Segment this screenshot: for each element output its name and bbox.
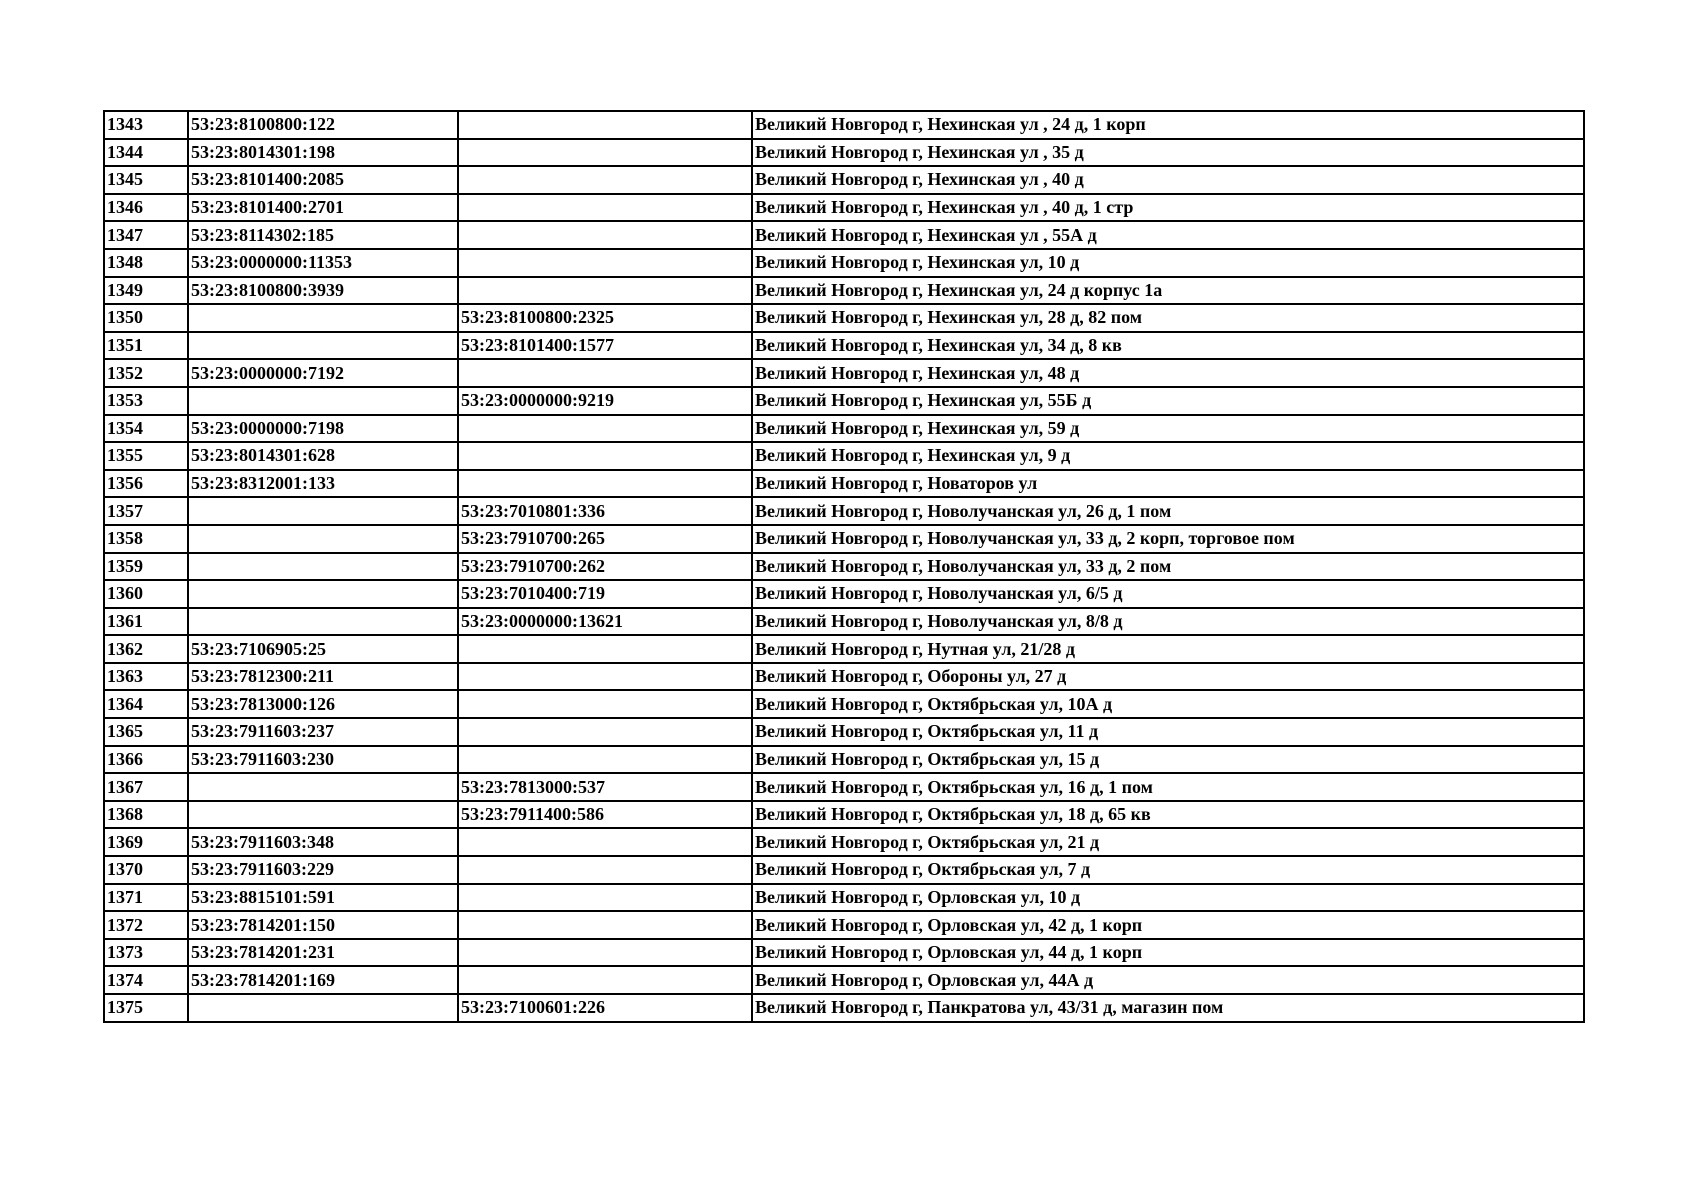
table-row: [104, 939, 1584, 967]
land-cadastral-number-cell: 53:23:8100800:3939: [188, 277, 458, 305]
address-cell: Великий Новгород г, Новолучанская ул, 33 д, 2 пом: [752, 553, 1584, 581]
row-number-cell: 1358: [104, 525, 188, 553]
address-cell: Великий Новгород г, Октябрьская ул, 16 д, 1 пом: [752, 773, 1584, 801]
row-number-cell: 1361: [104, 608, 188, 636]
land-cadastral-number-cell: 53:23:8014301:198: [188, 139, 458, 167]
row-number-cell: 1345: [104, 166, 188, 194]
address-cell: Великий Новгород г, Обороны ул, 27 д: [752, 663, 1584, 691]
row-number-cell: 1343: [104, 111, 188, 139]
address-cell: Великий Новгород г, Нехинская ул , 24 д, 1 корп: [752, 111, 1584, 139]
object-cadastral-number-cell: 53:23:7010400:719: [458, 580, 752, 608]
object-cadastral-number-cell: 53:23:7910700:262: [458, 553, 752, 581]
address-cell: Великий Новгород г, Октябрьская ул, 18 д, 65 кв: [752, 801, 1584, 829]
land-cadastral-number-cell: 53:23:7812300:211: [188, 663, 458, 691]
land-cadastral-number-cell: 53:23:7911603:237: [188, 718, 458, 746]
object-cadastral-number-cell: [458, 139, 752, 167]
land-cadastral-number-cell: 53:23:8114302:185: [188, 221, 458, 249]
land-cadastral-number-cell: [188, 304, 458, 332]
row-number-cell: 1375: [104, 994, 188, 1022]
object-cadastral-number-cell: 53:23:7100601:226: [458, 994, 752, 1022]
address-cell: Великий Новгород г, Новолучанская ул, 26 д, 1 пом: [752, 497, 1584, 525]
address-cell: Великий Новгород г, Нехинская ул , 55А д: [752, 221, 1584, 249]
land-cadastral-number-cell: [188, 387, 458, 415]
table-row: [104, 359, 1584, 387]
address-cell: Великий Новгород г, Октябрьская ул, 10А д: [752, 690, 1584, 718]
row-number-cell: 1356: [104, 470, 188, 498]
table-row: [104, 994, 1584, 1022]
object-cadastral-number-cell: [458, 939, 752, 967]
table-row: [104, 442, 1584, 470]
address-cell: Великий Новгород г, Орловская ул, 10 д: [752, 884, 1584, 912]
land-cadastral-number-cell: 53:23:7911603:348: [188, 828, 458, 856]
object-cadastral-number-cell: [458, 194, 752, 222]
table-row: [104, 139, 1584, 167]
object-cadastral-number-cell: 53:23:7910700:265: [458, 525, 752, 553]
address-cell: Великий Новгород г, Панкратова ул, 43/31 д, магазин пом: [752, 994, 1584, 1022]
land-cadastral-number-cell: 53:23:8100800:122: [188, 111, 458, 139]
object-cadastral-number-cell: 53:23:7911400:586: [458, 801, 752, 829]
address-cell: Великий Новгород г, Октябрьская ул, 15 д: [752, 746, 1584, 774]
object-cadastral-number-cell: [458, 470, 752, 498]
address-cell: Великий Новгород г, Орловская ул, 44А д: [752, 966, 1584, 994]
row-number-cell: 1357: [104, 497, 188, 525]
table-row: [104, 415, 1584, 443]
address-cell: Великий Новгород г, Нехинская ул, 28 д, 82 пом: [752, 304, 1584, 332]
address-cell: Великий Новгород г, Новолучанская ул, 8/8 д: [752, 608, 1584, 636]
land-cadastral-number-cell: 53:23:0000000:7192: [188, 359, 458, 387]
row-number-cell: 1365: [104, 718, 188, 746]
land-cadastral-number-cell: [188, 801, 458, 829]
table-row: [104, 111, 1584, 139]
object-cadastral-number-cell: [458, 663, 752, 691]
table-row: [104, 663, 1584, 691]
row-number-cell: 1347: [104, 221, 188, 249]
table-row: [104, 249, 1584, 277]
land-cadastral-number-cell: 53:23:8014301:628: [188, 442, 458, 470]
row-number-cell: 1355: [104, 442, 188, 470]
row-number-cell: 1362: [104, 635, 188, 663]
table-row: [104, 966, 1584, 994]
land-cadastral-number-cell: 53:23:7814201:150: [188, 911, 458, 939]
row-number-cell: 1370: [104, 856, 188, 884]
land-cadastral-number-cell: 53:23:8101400:2085: [188, 166, 458, 194]
object-cadastral-number-cell: [458, 166, 752, 194]
row-number-cell: 1374: [104, 966, 188, 994]
land-cadastral-number-cell: 53:23:7814201:231: [188, 939, 458, 967]
address-cell: Великий Новгород г, Орловская ул, 42 д, 1 корп: [752, 911, 1584, 939]
object-cadastral-number-cell: [458, 111, 752, 139]
row-number-cell: 1359: [104, 553, 188, 581]
object-cadastral-number-cell: [458, 415, 752, 443]
land-cadastral-number-cell: 53:23:0000000:7198: [188, 415, 458, 443]
land-cadastral-number-cell: 53:23:7813000:126: [188, 690, 458, 718]
address-cell: Великий Новгород г, Нехинская ул , 40 д, 1 стр: [752, 194, 1584, 222]
address-cell: Великий Новгород г, Нехинская ул, 24 д корпус 1а: [752, 277, 1584, 305]
table-row: [104, 304, 1584, 332]
land-cadastral-number-cell: [188, 773, 458, 801]
object-cadastral-number-cell: [458, 359, 752, 387]
land-cadastral-number-cell: 53:23:7814201:169: [188, 966, 458, 994]
row-number-cell: 1352: [104, 359, 188, 387]
row-number-cell: 1350: [104, 304, 188, 332]
object-cadastral-number-cell: [458, 828, 752, 856]
land-cadastral-number-cell: 53:23:7911603:229: [188, 856, 458, 884]
object-cadastral-number-cell: 53:23:8101400:1577: [458, 332, 752, 360]
address-cell: Великий Новгород г, Нехинская ул, 48 д: [752, 359, 1584, 387]
row-number-cell: 1344: [104, 139, 188, 167]
table-row: [104, 221, 1584, 249]
land-cadastral-number-cell: [188, 497, 458, 525]
land-cadastral-number-cell: [188, 608, 458, 636]
object-cadastral-number-cell: [458, 856, 752, 884]
table-row: [104, 497, 1584, 525]
address-cell: Великий Новгород г, Нехинская ул , 40 д: [752, 166, 1584, 194]
object-cadastral-number-cell: [458, 746, 752, 774]
object-cadastral-number-cell: [458, 690, 752, 718]
row-number-cell: 1349: [104, 277, 188, 305]
object-cadastral-number-cell: [458, 277, 752, 305]
address-cell: Великий Новгород г, Октябрьская ул, 11 д: [752, 718, 1584, 746]
registry-table-body: [104, 111, 1584, 1022]
land-cadastral-number-cell: 53:23:7911603:230: [188, 746, 458, 774]
land-cadastral-number-cell: 53:23:8815101:591: [188, 884, 458, 912]
row-number-cell: 1369: [104, 828, 188, 856]
address-cell: Великий Новгород г, Нехинская ул, 34 д, 8 кв: [752, 332, 1584, 360]
address-cell: Великий Новгород г, Новолучанская ул, 33 д, 2 корп, торговое пом: [752, 525, 1584, 553]
table-row: [104, 911, 1584, 939]
address-cell: Великий Новгород г, Нехинская ул, 59 д: [752, 415, 1584, 443]
land-cadastral-number-cell: 53:23:7106905:25: [188, 635, 458, 663]
land-cadastral-number-cell: [188, 580, 458, 608]
object-cadastral-number-cell: 53:23:0000000:9219: [458, 387, 752, 415]
address-cell: Великий Новгород г, Октябрьская ул, 21 д: [752, 828, 1584, 856]
land-cadastral-number-cell: 53:23:8312001:133: [188, 470, 458, 498]
land-cadastral-number-cell: [188, 553, 458, 581]
registry-table: [103, 110, 1585, 1023]
table-row: [104, 470, 1584, 498]
object-cadastral-number-cell: [458, 966, 752, 994]
address-cell: Великий Новгород г, Нутная ул, 21/28 д: [752, 635, 1584, 663]
row-number-cell: 1367: [104, 773, 188, 801]
row-number-cell: 1371: [104, 884, 188, 912]
address-cell: Великий Новгород г, Нехинская ул, 10 д: [752, 249, 1584, 277]
object-cadastral-number-cell: 53:23:7813000:537: [458, 773, 752, 801]
table-row: [104, 690, 1584, 718]
object-cadastral-number-cell: [458, 635, 752, 663]
table-row: [104, 828, 1584, 856]
table-row: [104, 277, 1584, 305]
address-cell: Великий Новгород г, Новолучанская ул, 6/5 д: [752, 580, 1584, 608]
table-row: [104, 608, 1584, 636]
row-number-cell: 1363: [104, 663, 188, 691]
table-row: [104, 194, 1584, 222]
row-number-cell: 1364: [104, 690, 188, 718]
table-row: [104, 856, 1584, 884]
row-number-cell: 1366: [104, 746, 188, 774]
object-cadastral-number-cell: [458, 221, 752, 249]
address-cell: Великий Новгород г, Нехинская ул, 55Б д: [752, 387, 1584, 415]
table-row: [104, 773, 1584, 801]
row-number-cell: 1353: [104, 387, 188, 415]
row-number-cell: 1360: [104, 580, 188, 608]
address-cell: Великий Новгород г, Нехинская ул, 9 д: [752, 442, 1584, 470]
table-row: [104, 553, 1584, 581]
table-row: [104, 580, 1584, 608]
table-row: [104, 332, 1584, 360]
address-cell: Великий Новгород г, Орловская ул, 44 д, 1 корп: [752, 939, 1584, 967]
table-row: [104, 718, 1584, 746]
land-cadastral-number-cell: [188, 332, 458, 360]
object-cadastral-number-cell: 53:23:0000000:13621: [458, 608, 752, 636]
land-cadastral-number-cell: [188, 994, 458, 1022]
row-number-cell: 1373: [104, 939, 188, 967]
object-cadastral-number-cell: 53:23:8100800:2325: [458, 304, 752, 332]
table-row: [104, 525, 1584, 553]
land-cadastral-number-cell: [188, 525, 458, 553]
object-cadastral-number-cell: [458, 884, 752, 912]
address-cell: Великий Новгород г, Нехинская ул , 35 д: [752, 139, 1584, 167]
table-row: [104, 801, 1584, 829]
row-number-cell: 1368: [104, 801, 188, 829]
land-cadastral-number-cell: 53:23:8101400:2701: [188, 194, 458, 222]
address-cell: Великий Новгород г, Октябрьская ул, 7 д: [752, 856, 1584, 884]
object-cadastral-number-cell: [458, 442, 752, 470]
object-cadastral-number-cell: [458, 249, 752, 277]
table-row: [104, 166, 1584, 194]
row-number-cell: 1354: [104, 415, 188, 443]
row-number-cell: 1351: [104, 332, 188, 360]
table-row: [104, 387, 1584, 415]
object-cadastral-number-cell: [458, 911, 752, 939]
land-cadastral-number-cell: 53:23:0000000:11353: [188, 249, 458, 277]
row-number-cell: 1346: [104, 194, 188, 222]
table-row: [104, 884, 1584, 912]
object-cadastral-number-cell: 53:23:7010801:336: [458, 497, 752, 525]
table-row: [104, 635, 1584, 663]
row-number-cell: 1372: [104, 911, 188, 939]
row-number-cell: 1348: [104, 249, 188, 277]
object-cadastral-number-cell: [458, 718, 752, 746]
address-cell: Великий Новгород г, Новаторов ул: [752, 470, 1584, 498]
table-row: [104, 746, 1584, 774]
